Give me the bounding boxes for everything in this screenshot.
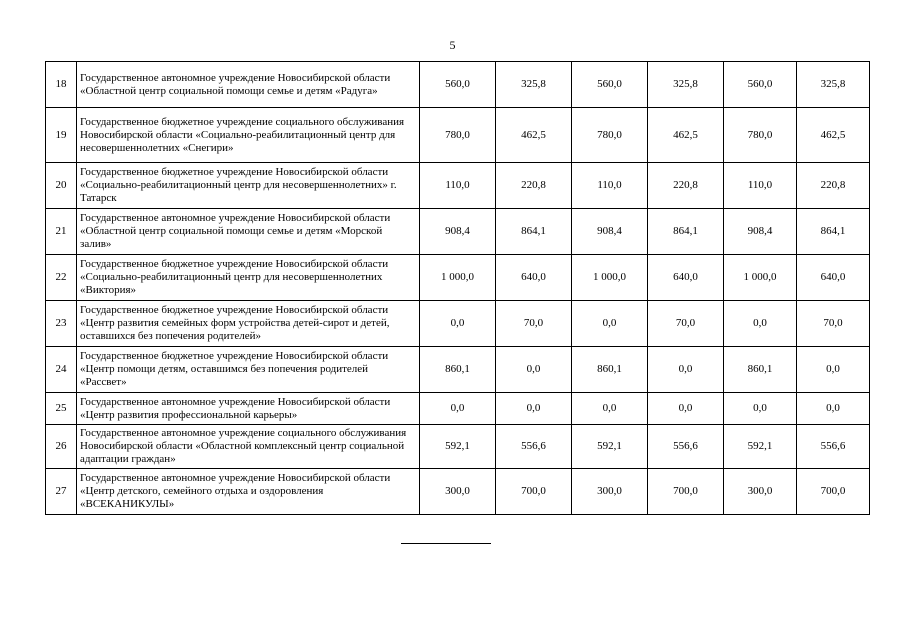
amount-cell: 1 000,0: [572, 255, 648, 301]
amount-cell: 860,1: [420, 347, 496, 393]
amount-cell: 640,0: [496, 255, 572, 301]
table-row: [46, 255, 870, 301]
row-number: 23: [46, 301, 77, 347]
amount-cell: 220,8: [496, 163, 572, 209]
table-body: [46, 62, 870, 515]
amount-cell: 0,0: [648, 347, 724, 393]
amount-cell: 325,8: [496, 62, 572, 108]
amount-cell: 0,0: [572, 393, 648, 425]
amount-cell: 640,0: [648, 255, 724, 301]
amount-cell: 0,0: [496, 347, 572, 393]
table-row: [46, 425, 870, 469]
institution-name: Государственное бюджетное учреждение Новосибирской области «Социально-реабилитационный центр для несовершеннолетних «Виктория»: [77, 255, 420, 301]
institution-name: Государственное автономное учреждение Новосибирской области «Областной центр социальной помощи семье и детям «Радуга»: [77, 62, 420, 108]
table-row: [46, 209, 870, 255]
amount-cell: 700,0: [797, 469, 870, 515]
institution-name: Государственное автономное учреждение Новосибирской области «Центр развития профессиональной карьеры»: [77, 393, 420, 425]
amount-cell: 325,8: [797, 62, 870, 108]
amount-cell: 1 000,0: [420, 255, 496, 301]
institution-name: Государственное бюджетное учреждение Новосибирской области «Центр развития семейных форм устройства детей-сирот и детей, оставшихся без попечения родителей»: [77, 301, 420, 347]
table-row: [46, 108, 870, 163]
amount-cell: 220,8: [797, 163, 870, 209]
row-number: 22: [46, 255, 77, 301]
amount-cell: 70,0: [648, 301, 724, 347]
institution-name: Государственное бюджетное учреждение Новосибирской области «Социально-реабилитационный центр для несовершеннолетних» г. Татарск: [77, 163, 420, 209]
amount-cell: 908,4: [420, 209, 496, 255]
amount-cell: 556,6: [797, 425, 870, 469]
amount-cell: 780,0: [572, 108, 648, 163]
row-number: 20: [46, 163, 77, 209]
row-number: 21: [46, 209, 77, 255]
institution-name: Государственное автономное учреждение социального обслуживания Новосибирской области «Областной комплексный центр социальной адаптации граждан»: [77, 425, 420, 469]
row-number: 27: [46, 469, 77, 515]
amount-cell: 556,6: [648, 425, 724, 469]
amount-cell: 462,5: [797, 108, 870, 163]
amount-cell: 462,5: [648, 108, 724, 163]
institution-name: Государственное бюджетное учреждение социального обслуживания Новосибирской области «Социально-реабилитационный центр для несовершеннолетних «Снегири»: [77, 108, 420, 163]
amount-cell: 110,0: [420, 163, 496, 209]
row-number: 19: [46, 108, 77, 163]
amount-cell: 560,0: [572, 62, 648, 108]
amount-cell: 300,0: [724, 469, 797, 515]
amount-cell: 860,1: [572, 347, 648, 393]
row-number: 26: [46, 425, 77, 469]
amount-cell: 0,0: [797, 347, 870, 393]
amount-cell: 0,0: [572, 301, 648, 347]
amount-cell: 110,0: [724, 163, 797, 209]
amount-cell: 700,0: [496, 469, 572, 515]
amount-cell: 0,0: [724, 301, 797, 347]
amount-cell: 462,5: [496, 108, 572, 163]
amount-cell: 300,0: [572, 469, 648, 515]
amount-cell: 864,1: [797, 209, 870, 255]
amount-cell: 908,4: [724, 209, 797, 255]
amount-cell: 0,0: [496, 393, 572, 425]
row-number: 25: [46, 393, 77, 425]
institution-name: Государственное автономное учреждение Новосибирской области «Областной центр социальной помощи семье и детям «Морской залив»: [77, 209, 420, 255]
amount-cell: 592,1: [572, 425, 648, 469]
amount-cell: 0,0: [420, 393, 496, 425]
amount-cell: 325,8: [648, 62, 724, 108]
footer-separator: [401, 543, 491, 544]
institution-name: Государственное бюджетное учреждение Новосибирской области «Центр помощи детям, оставшимся без попечения родителей «Рассвет»: [77, 347, 420, 393]
table-row: [46, 62, 870, 108]
amount-cell: 1 000,0: [724, 255, 797, 301]
amount-cell: 560,0: [724, 62, 797, 108]
table-row: [46, 301, 870, 347]
budget-table: [45, 61, 870, 515]
amount-cell: 592,1: [420, 425, 496, 469]
amount-cell: 220,8: [648, 163, 724, 209]
table-row: [46, 393, 870, 425]
amount-cell: 560,0: [420, 62, 496, 108]
table-row: [46, 469, 870, 515]
table-row: [46, 163, 870, 209]
amount-cell: 0,0: [648, 393, 724, 425]
amount-cell: 556,6: [496, 425, 572, 469]
amount-cell: 864,1: [496, 209, 572, 255]
amount-cell: 0,0: [420, 301, 496, 347]
amount-cell: 0,0: [724, 393, 797, 425]
amount-cell: 592,1: [724, 425, 797, 469]
amount-cell: 780,0: [420, 108, 496, 163]
amount-cell: 0,0: [797, 393, 870, 425]
amount-cell: 780,0: [724, 108, 797, 163]
amount-cell: 300,0: [420, 469, 496, 515]
amount-cell: 908,4: [572, 209, 648, 255]
amount-cell: 70,0: [496, 301, 572, 347]
row-number: 24: [46, 347, 77, 393]
institution-name: Государственное автономное учреждение Новосибирской области «Центр детского, семейного отдыха и оздоровления «ВСЕКАНИКУЛЫ»: [77, 469, 420, 515]
amount-cell: 864,1: [648, 209, 724, 255]
page-number: 5: [449, 38, 456, 52]
amount-cell: 860,1: [724, 347, 797, 393]
row-number: 18: [46, 62, 77, 108]
amount-cell: 700,0: [648, 469, 724, 515]
amount-cell: 640,0: [797, 255, 870, 301]
amount-cell: 70,0: [797, 301, 870, 347]
amount-cell: 110,0: [572, 163, 648, 209]
table-row: [46, 347, 870, 393]
